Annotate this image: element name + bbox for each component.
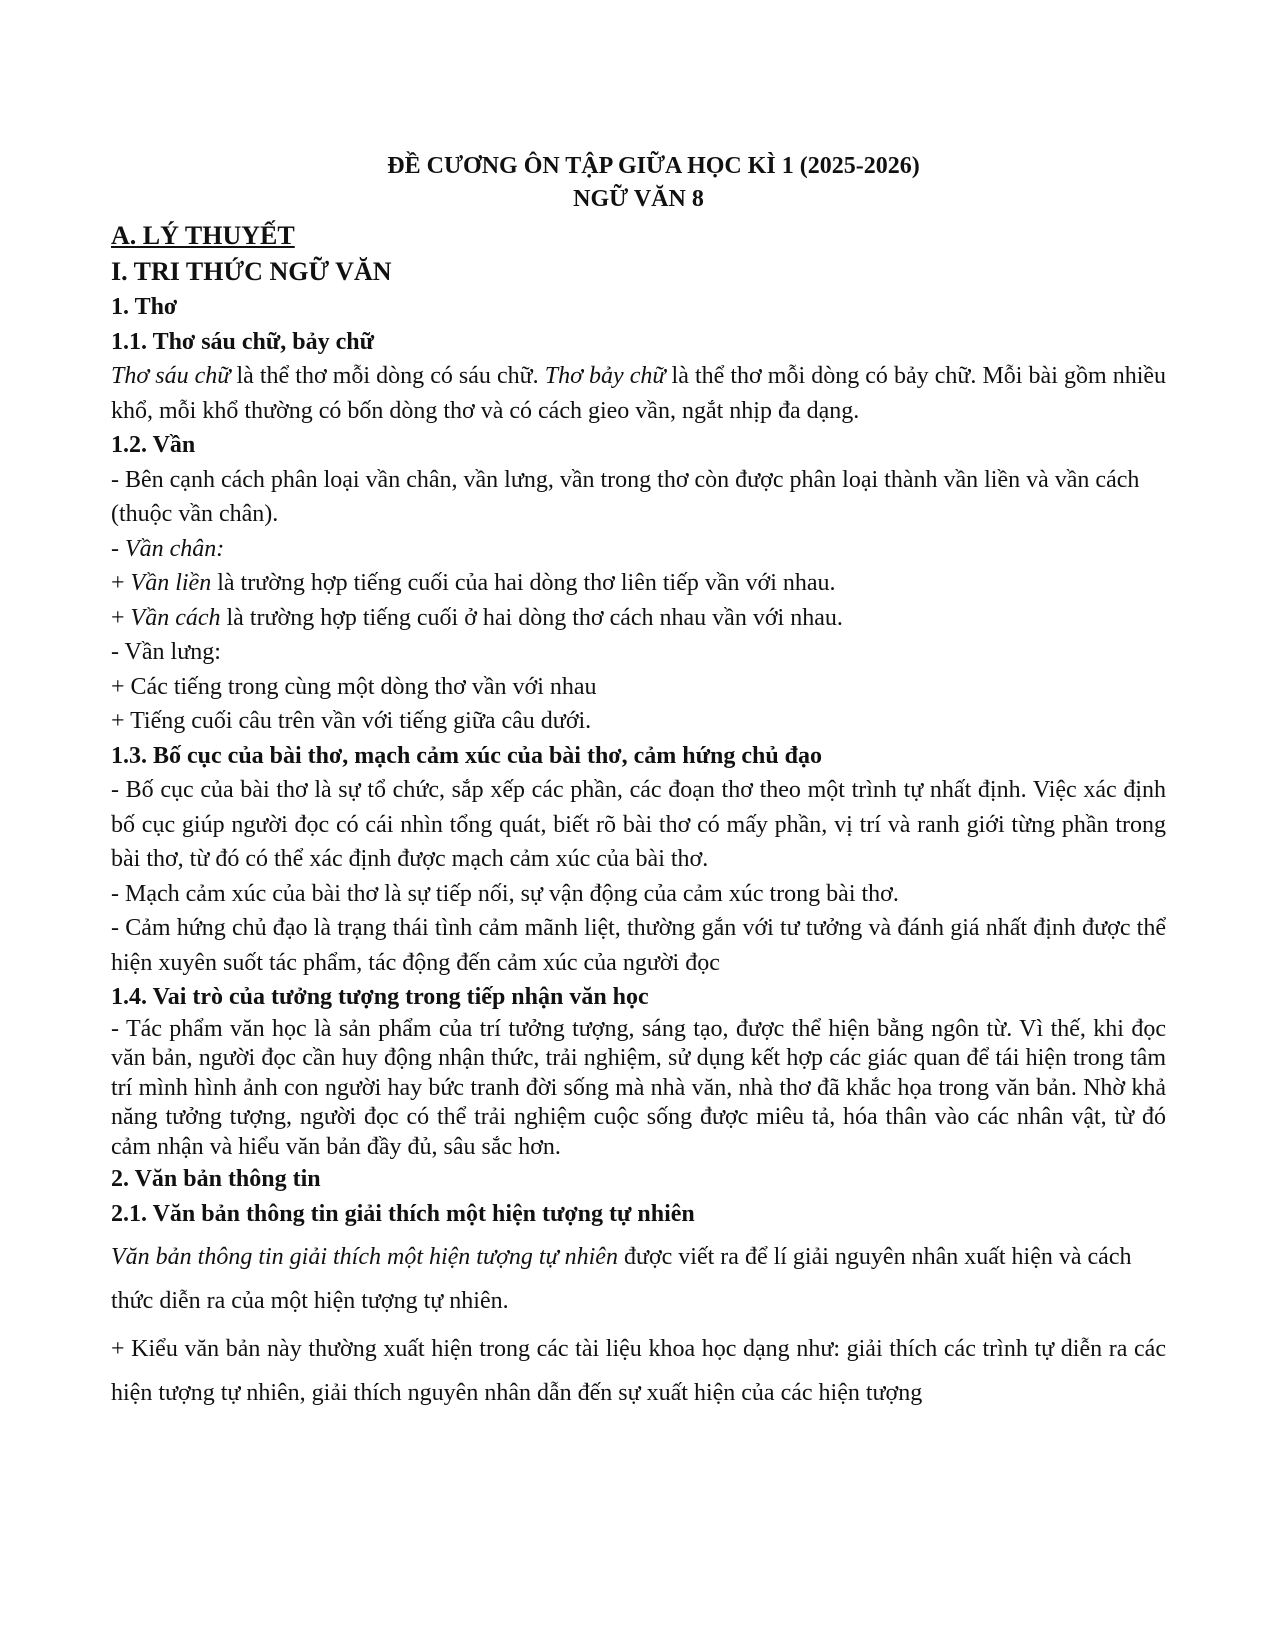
paragraph-1-4: - Tác phẩm văn học là sản phẩm của trí tưởng tượng, sáng tạo, được thể hiện bằng ngôn từ. Vì thế, khi đọc văn bản, người đọc cần huy động nhận thức, trải nghiệm, sử dụng kết hợp các giác quan để tái hiện trong tâm trí mình hình ảnh con người hay bức tranh đời sống mà nhà văn, nhà thơ đã khắc họa trong văn bản. Nhờ khả năng tưởng tượng, người đọc có thể trải nghiệm cuộc sống được miêu tả, hóa thân vào các nhân vật, từ đó cảm nhận và hiểu văn bản đầy đủ, sâu sắc hơn.	[111, 1015, 1166, 1160]
paragraph-1-3-b: - Mạch cảm xúc của bài thơ là sự tiếp nối, sự vận động của cảm xúc trong bài thơ.	[111, 880, 899, 907]
text: được viết ra để lí giải nguyên nhân xuất hiện và cách thức diễn ra của một hiện tượng tự nhiên.	[111, 1244, 1132, 1314]
section-heading-a: A. LÝ THUYẾT	[111, 221, 295, 250]
van-cach-item	[111, 601, 1166, 636]
text: là thể thơ mỗi dòng có sáu chữ.	[230, 363, 545, 389]
van-chan-label	[111, 532, 1166, 567]
van-lung-item-1: + Các tiếng trong cùng một dòng thơ vần với nhau	[111, 673, 597, 700]
section-heading-i: I. TRI THỨC NGỮ VĂN	[111, 257, 392, 286]
plus-marker: +	[111, 570, 131, 596]
van-lien-item	[111, 566, 1166, 601]
text: là thể thơ mỗi dòng có bảy chữ. Mỗi bài gồm nhiều khổ, mỗi khổ thường có bốn dòng thơ và có cách gieo vần, ngắt nhịp đa dạng.	[111, 363, 1167, 424]
term-van-ban-thong-tin: Văn bản thông tin giải thích một hiện tượng tự nhiên	[111, 1244, 618, 1270]
text: là trường hợp tiếng cuối của hai dòng thơ liên tiếp vần với nhau.	[211, 570, 836, 596]
van-lung-item-2: + Tiếng cuối câu trên vần với tiếng giữa câu dưới.	[111, 708, 592, 734]
term-van-cach: Vần cách	[130, 604, 221, 631]
text: là trường hợp tiếng cuối ở hai dòng thơ cách nhau vần với nhau.	[220, 604, 843, 631]
heading-2: 2. Văn bản thông tin	[111, 1166, 321, 1192]
plus-marker: +	[111, 604, 131, 631]
paragraph-1-1	[111, 359, 1166, 428]
term-tho-bay-chu: Thơ bảy chữ	[544, 363, 666, 389]
heading-1-4: 1.4. Vai trò của tưởng tượng trong tiếp nhận văn học	[111, 984, 649, 1010]
paragraph-1-3-c: - Cảm hứng chủ đạo là trạng thái tình cảm mãnh liệt, thường gắn với tư tưởng và đánh giá nhất định được thể hiện xuyên suốt tác phẩm, tác động đến cảm xúc của người đọc	[111, 915, 1166, 976]
heading-1-3: 1.3. Bố cục của bài thơ, mạch cảm xúc của bài thơ, cảm hứng chủ đạo	[111, 742, 823, 769]
text: - Vần chân:	[111, 535, 225, 562]
heading-1-1: 1.1. Thơ sáu chữ, bảy chữ	[111, 328, 375, 355]
paragraph-1-3-a: - Bố cục của bài thơ là sự tổ chức, sắp xếp các phần, các đoạn thơ theo một trình tự nhất định. Việc xác định bố cục giúp người đọc có cái nhìn tổng quát, biết rõ bài thơ có mấy phần, vị trí và ranh giới từng phần trong bài thơ, từ đó có thể xác định được mạch cảm xúc của bài thơ.	[111, 777, 1166, 872]
heading-1: 1. Thơ	[111, 294, 178, 320]
paragraph-1-2-intro: - Bên cạnh cách phân loại vần chân, vần lưng, vần trong thơ còn được phân loại thành vần liền và vần cách (thuộc vần chân).	[111, 466, 1140, 527]
document-page	[111, 150, 1166, 1415]
document-title: ĐỀ CƯƠNG ÔN TẬP GIỮA HỌC KÌ 1 (2025-2026)	[387, 153, 920, 179]
paragraph-2-1-a	[111, 1235, 1166, 1323]
term-van-lien: Vần liền	[130, 570, 212, 596]
heading-1-2: 1.2. Vần	[111, 432, 196, 458]
document-subtitle: NGỮ VĂN 8	[573, 186, 704, 212]
heading-2-1: 2.1. Văn bản thông tin giải thích một hiện tượng tự nhiên	[111, 1200, 695, 1227]
van-lung-label: - Vần lưng:	[111, 639, 221, 665]
term-tho-sau-chu: Thơ sáu chữ	[111, 363, 231, 389]
paragraph-2-1-b: + Kiểu văn bản này thường xuất hiện trong các tài liệu khoa học dạng như: giải thích các trình tự diễn ra các hiện tượng tự nhiên, giải thích nguyên nhân dẫn đến sự xuất hiện của các hiện tượng	[111, 1336, 1166, 1406]
